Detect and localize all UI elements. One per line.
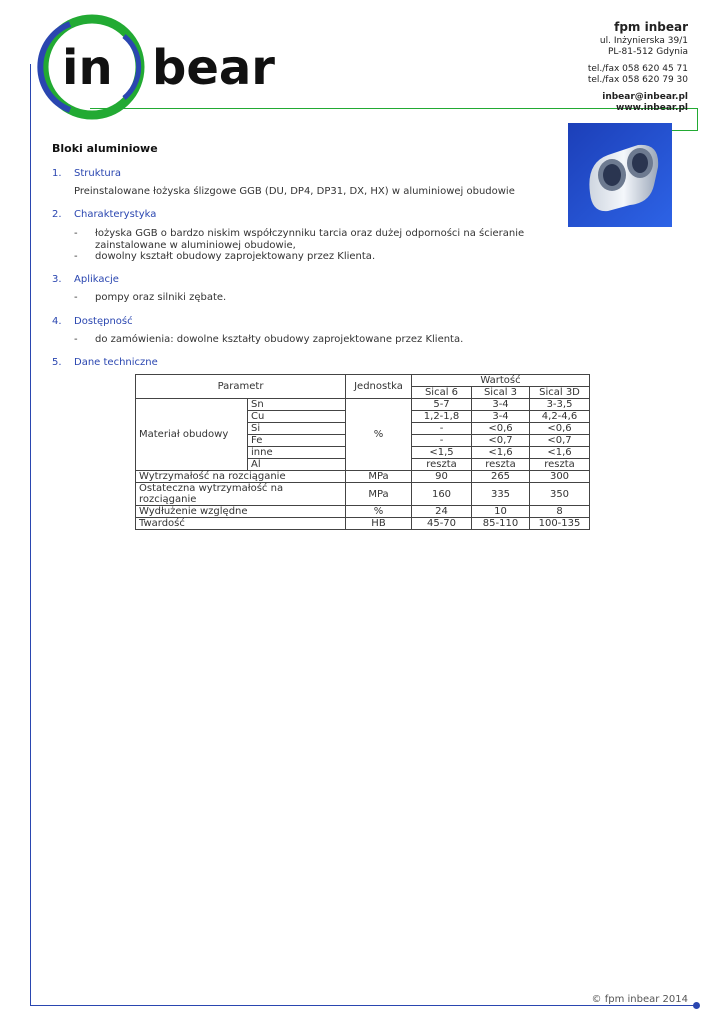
value-cell: reszta <box>472 459 530 471</box>
value-cell: 3-3,5 <box>530 399 590 411</box>
email-link[interactable]: inbear@inbear.pl <box>602 92 688 102</box>
address-city: PL-81-512 Gdynia <box>607 47 688 57</box>
value-cell: 300 <box>530 471 590 483</box>
contact-block <box>588 20 688 114</box>
element-cell: Sn <box>248 399 346 411</box>
value-cell: 90 <box>412 471 472 483</box>
phone-1: tel./fax 058 620 45 71 <box>587 64 688 74</box>
value-cell: <0,7 <box>530 435 590 447</box>
value-cell: 5-7 <box>412 399 472 411</box>
header-grade: Sical 3D <box>530 387 590 399</box>
document-title: Bloki aluminiowe <box>52 142 158 155</box>
value-cell: - <box>412 435 472 447</box>
header-jednostka: Jednostka <box>346 375 412 399</box>
table-row <box>136 399 590 411</box>
value-cell: 3-4 <box>472 399 530 411</box>
table-row <box>136 506 590 518</box>
section-2-heading: 2. Charakterystyka <box>52 209 157 220</box>
header-line-green-vertical <box>697 108 698 130</box>
unit-cell: MPa <box>346 483 412 506</box>
value-cell: reszta <box>412 459 472 471</box>
technical-data-table <box>135 374 590 530</box>
value-cell: <1,6 <box>530 447 590 459</box>
value-cell: 10 <box>472 506 530 518</box>
param-cell: Wydłużenie względne <box>136 506 346 518</box>
frame-line-left <box>30 64 31 1005</box>
value-cell: <1,6 <box>472 447 530 459</box>
param-cell: Ostateczna wytrzymałość na rozciąganie <box>136 483 346 506</box>
copyright-footer: © fpm inbear 2014 <box>591 994 688 1005</box>
inbear-logo <box>34 12 324 122</box>
param-cell: Twardość <box>136 518 346 530</box>
value-cell: 100-135 <box>530 518 590 530</box>
section-1-text: Preinstalowane łożyska ślizgowe GGB (DU, DP4, DP31, DX, HX) w aluminiowej obudowie <box>74 186 515 197</box>
value-cell: <1,5 <box>412 447 472 459</box>
unit-cell: HB <box>346 518 412 530</box>
company-name: fpm inbear <box>614 20 688 34</box>
element-cell: Fe <box>248 435 346 447</box>
section-5-heading: 5. Dane techniczne <box>52 357 158 368</box>
element-cell: Al <box>248 459 346 471</box>
unit-cell: % <box>346 506 412 518</box>
value-cell: 335 <box>472 483 530 506</box>
phone-2: tel./fax 058 620 79 30 <box>587 75 688 85</box>
table-row <box>136 471 590 483</box>
param-cell: Wytrzymałość na rozciąganie <box>136 471 346 483</box>
value-cell: 160 <box>412 483 472 506</box>
table-row <box>136 483 590 506</box>
header-grade: Sical 3 <box>472 387 530 399</box>
product-photo <box>568 123 672 227</box>
section-1-heading: 1. Struktura <box>52 168 122 179</box>
header-wartosc: Wartość <box>412 375 590 387</box>
section-3-heading: 3. Aplikacje <box>52 274 119 285</box>
logo-text-in: in <box>62 40 113 96</box>
element-cell: Cu <box>248 411 346 423</box>
frame-dot-blue <box>693 1002 700 1009</box>
material-unit: % <box>346 399 412 471</box>
unit-cell: MPa <box>346 471 412 483</box>
value-cell: <0,6 <box>472 423 530 435</box>
element-cell: Si <box>248 423 346 435</box>
value-cell: - <box>412 423 472 435</box>
value-cell: 85-110 <box>472 518 530 530</box>
header-grade: Sical 6 <box>412 387 472 399</box>
address-street: ul. Inżynierska 39/1 <box>599 36 688 46</box>
logo-text-bear: bear <box>152 40 275 96</box>
value-cell: 350 <box>530 483 590 506</box>
header-parametr: Parametr <box>136 375 346 399</box>
value-cell: <0,6 <box>530 423 590 435</box>
value-cell: reszta <box>530 459 590 471</box>
value-cell: 24 <box>412 506 472 518</box>
value-cell: 4,2-4,6 <box>530 411 590 423</box>
value-cell: 1,2-1,8 <box>412 411 472 423</box>
table-row <box>136 518 590 530</box>
value-cell: 265 <box>472 471 530 483</box>
website-link[interactable]: www.inbear.pl <box>616 103 688 113</box>
material-label: Materiał obudowy <box>136 399 248 471</box>
frame-line-bottom <box>30 1005 696 1006</box>
value-cell: 8 <box>530 506 590 518</box>
element-cell: inne <box>248 447 346 459</box>
value-cell: 3-4 <box>472 411 530 423</box>
value-cell: <0,7 <box>472 435 530 447</box>
value-cell: 45-70 <box>412 518 472 530</box>
section-4-heading: 4. Dostępność <box>52 316 133 327</box>
header-line-green-stub <box>672 130 698 131</box>
